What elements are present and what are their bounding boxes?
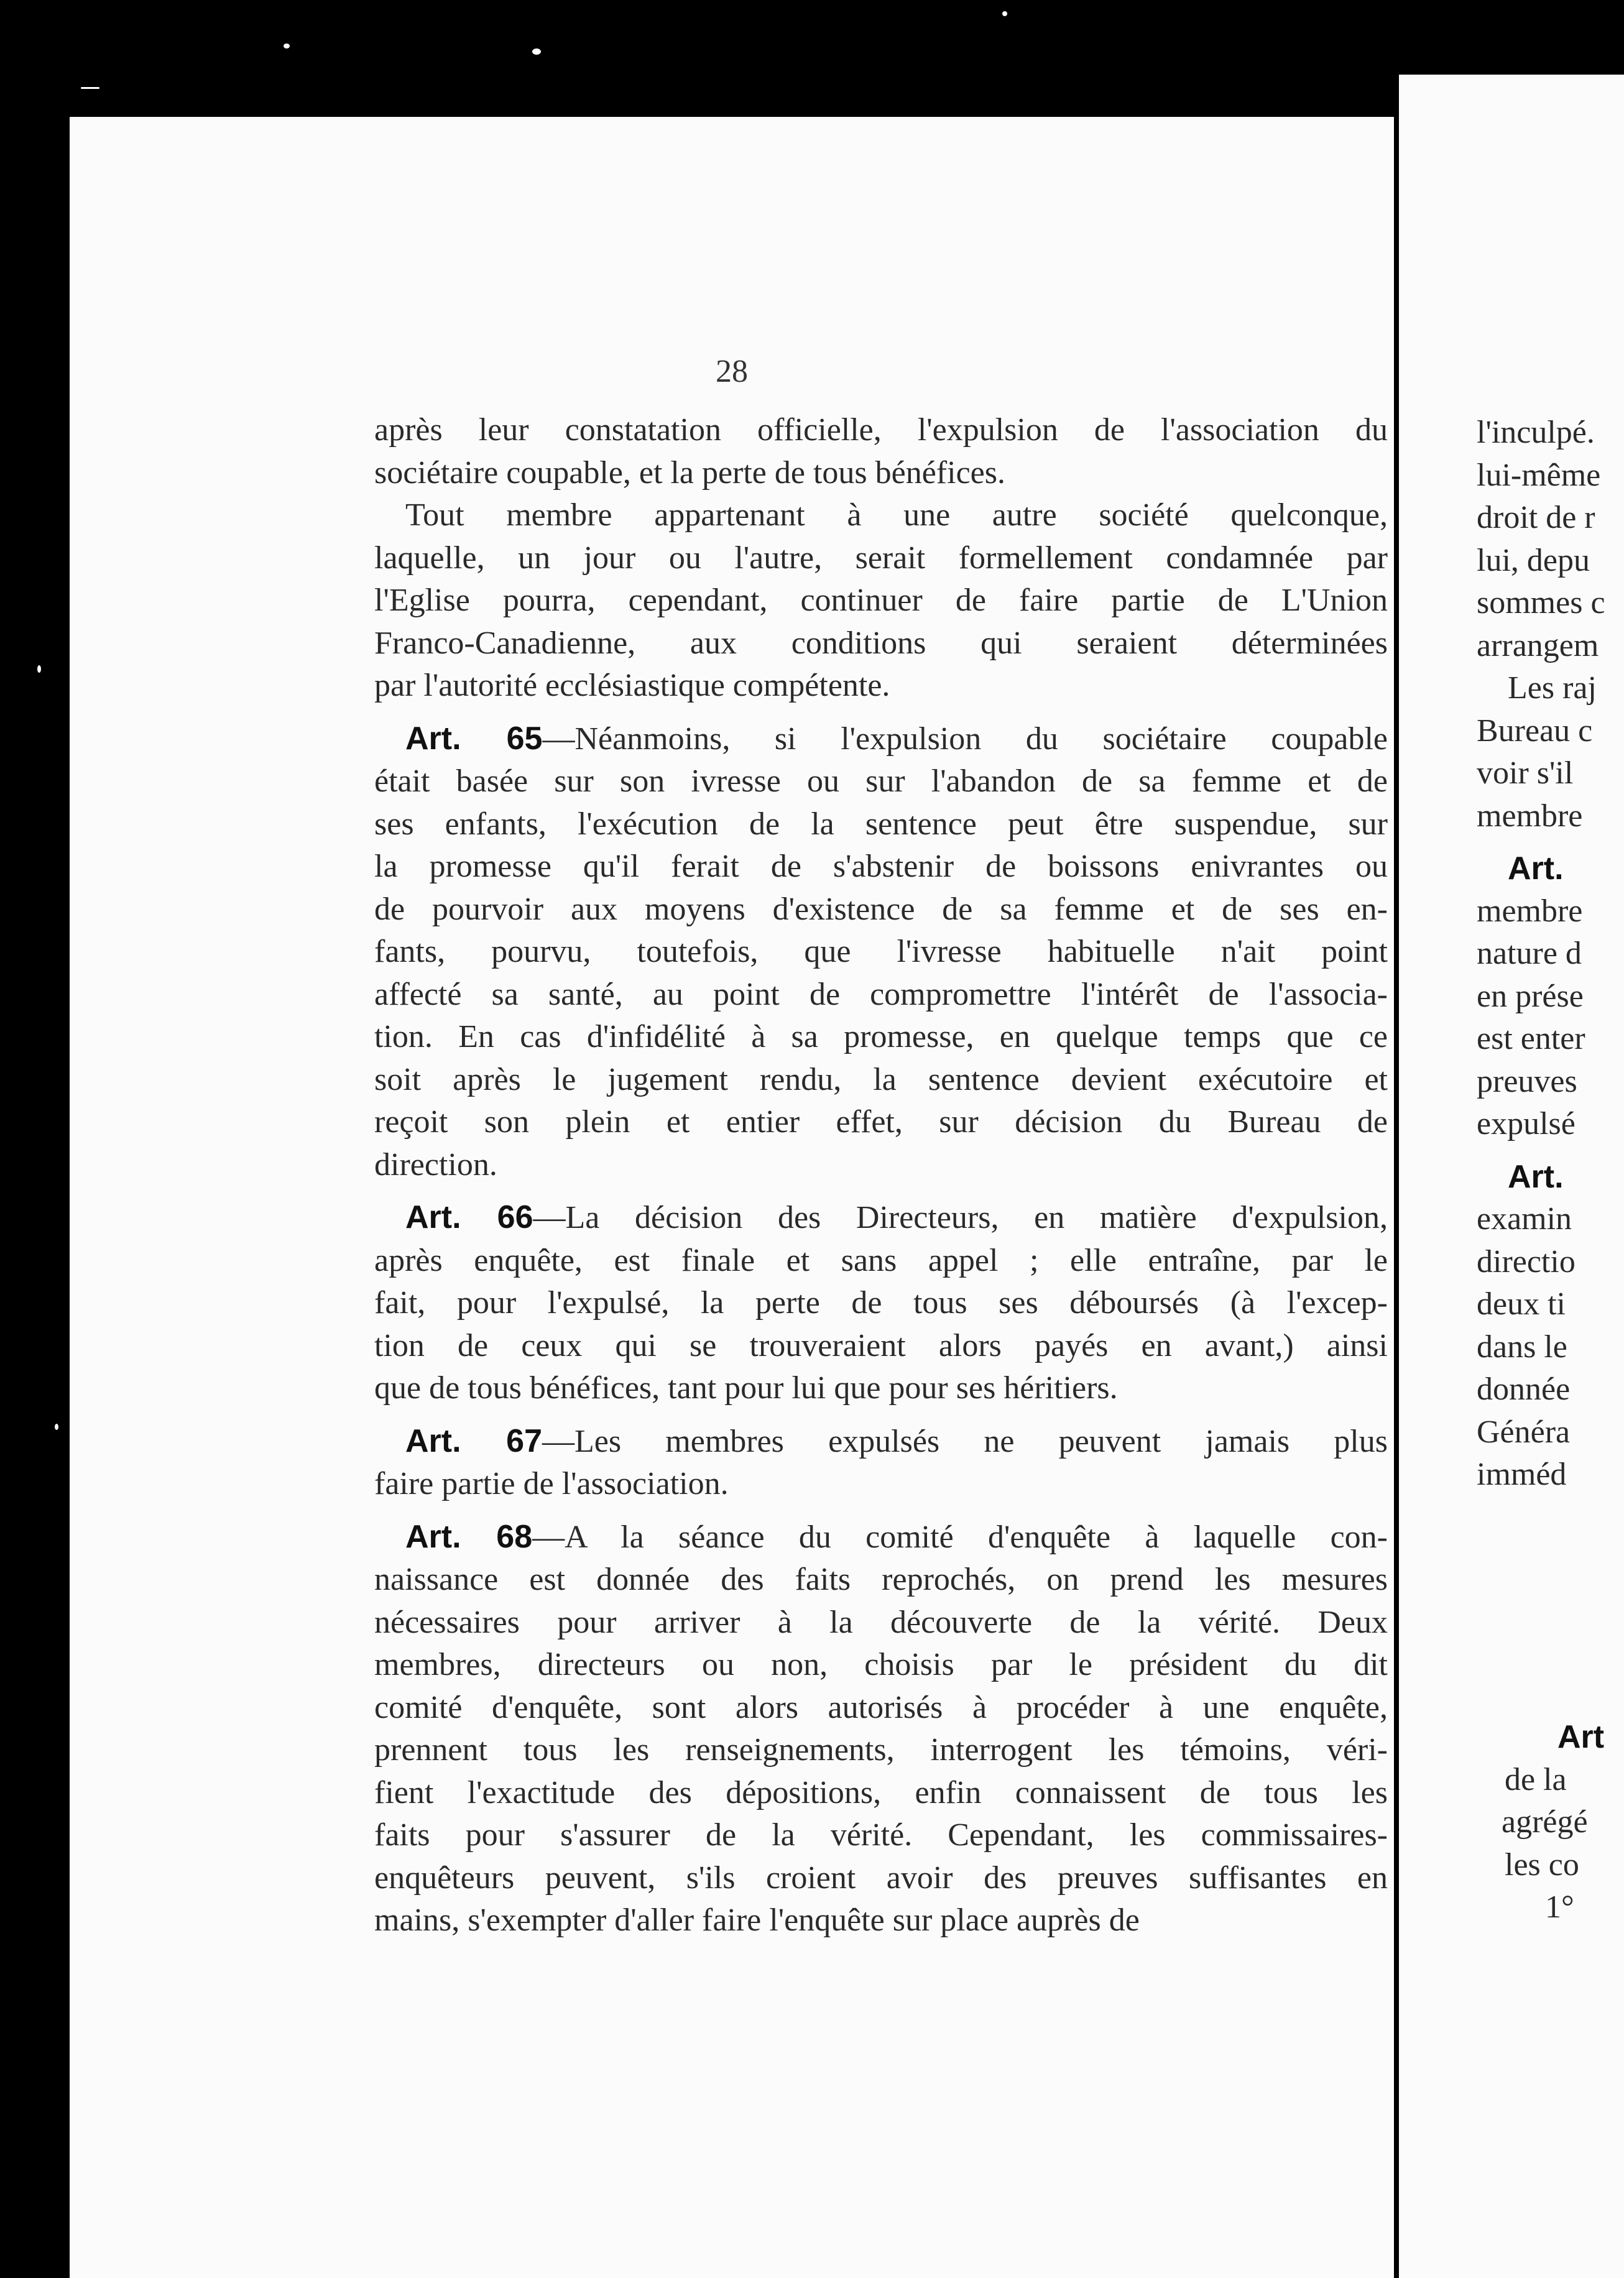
right-text-line: en prése xyxy=(1477,978,1584,1014)
right-text-line: lui-même xyxy=(1477,457,1601,493)
article-label: Art. 66 xyxy=(405,1199,533,1235)
line-text: fants, pourvu, toutefois, que l'ivresse habituelle n'ait point xyxy=(374,934,1388,969)
text-line xyxy=(374,846,1388,888)
article-label: Art. 67 xyxy=(405,1423,543,1459)
line-text: fient l'exactitude des dépositions, enfin connaissent de tous les xyxy=(374,1774,1388,1810)
right-text-line: l'inculpé. xyxy=(1477,415,1595,450)
right-text-line: membre xyxy=(1477,798,1583,834)
text-line xyxy=(374,579,1388,622)
text-line xyxy=(374,409,1388,452)
line-text: —A la séance du comité d'enquête à laquelle con- xyxy=(532,1519,1388,1555)
line-text: était basée sur son ivresse ou sur l'abandon de sa femme et de xyxy=(374,763,1388,799)
line-text: tion de ceux qui se trouveraient alors payés en avant,) ainsi xyxy=(374,1327,1388,1363)
text-line xyxy=(374,537,1388,580)
text-line xyxy=(374,1240,1388,1283)
text-line xyxy=(374,1772,1388,1815)
right-text-line: sommes c xyxy=(1477,585,1605,620)
text-line xyxy=(374,1559,1388,1602)
line-text: prennent tous les renseignements, interrogent les témoins, véri- xyxy=(374,1732,1388,1768)
text-line xyxy=(374,1420,1388,1464)
right-text-line: membre xyxy=(1477,893,1583,929)
right-text-line: Généra xyxy=(1477,1414,1571,1450)
text-line xyxy=(374,803,1388,846)
right-text-line: Les raj xyxy=(1508,670,1597,706)
right-text-line: voir s'il xyxy=(1477,755,1574,791)
text-line xyxy=(374,1101,1388,1144)
text-line xyxy=(374,1857,1388,1900)
line-text: de pourvoir aux moyens d'existence de sa femme et de ses en- xyxy=(374,891,1388,927)
text-line xyxy=(374,1016,1388,1059)
line-text: nécessaires pour arriver à la découverte de la vérité. Deux xyxy=(374,1604,1388,1640)
line-text: reçoit son plein et entier effet, sur décision du Bureau de xyxy=(374,1104,1388,1140)
text-line xyxy=(374,1814,1388,1857)
right-text-line: Art. xyxy=(1508,1158,1564,1195)
right-text-line: de la xyxy=(1505,1761,1567,1797)
right-page-fragment xyxy=(1399,75,1624,2278)
right-text-line: preuves xyxy=(1477,1063,1577,1099)
line-text: faits pour s'assurer de la vérité. Cependant, les commissaires- xyxy=(374,1817,1388,1853)
body-text xyxy=(374,409,1388,1942)
paragraph-gap xyxy=(1477,837,1624,847)
line-text: que de tous bénéfices, tant pour lui que pour ses héritiers. xyxy=(374,1370,1118,1406)
text-line xyxy=(374,1729,1388,1772)
line-text: —Néanmoins, si l'expulsion du sociétaire coupable xyxy=(542,721,1388,757)
scan-speck xyxy=(284,44,290,48)
right-text-line: expulsé xyxy=(1477,1106,1576,1141)
line-text: —Les membres expulsés ne peuvent jamais plus xyxy=(542,1423,1388,1459)
left-page xyxy=(70,117,1394,2278)
right-text-line: lui, depu xyxy=(1477,542,1590,578)
scan-speck xyxy=(81,87,99,89)
page-number: 28 xyxy=(716,354,748,389)
line-text: Tout membre appartenant à une autre société quelconque, xyxy=(405,497,1388,533)
line-text: tion. En cas d'infidélité à sa promesse, en quelque temps que ce xyxy=(374,1019,1388,1054)
text-line xyxy=(374,1463,1388,1506)
right-text-line: directio xyxy=(1477,1243,1576,1280)
line-text: laquelle, un jour ou l'autre, serait formellement condamnée par xyxy=(374,540,1388,576)
text-line xyxy=(374,1059,1388,1102)
scan-speck xyxy=(532,48,541,55)
line-text: Franco-Canadienne, aux conditions qui seraient déterminées xyxy=(374,625,1388,661)
line-text: fait, pour l'expulsé, la perte de tous ses déboursés (à l'excep- xyxy=(374,1285,1388,1321)
line-text: affecté sa santé, au point de compromettre l'intérêt de l'associa- xyxy=(374,976,1388,1012)
text-line xyxy=(374,1602,1388,1644)
text-line xyxy=(374,452,1388,495)
line-text: mains, s'exempter d'aller faire l'enquête sur place auprès de xyxy=(374,1902,1140,1938)
right-text-line: deux ti xyxy=(1477,1286,1566,1322)
line-text: enquêteurs peuvent, s'ils croient avoir des preuves suffisantes en xyxy=(374,1860,1388,1896)
scan-speck xyxy=(1002,11,1007,16)
paragraph-gap xyxy=(374,1506,1388,1516)
text-line xyxy=(374,760,1388,803)
line-text: ses enfants, l'exécution de la sentence peut être suspendue, sur xyxy=(374,806,1388,842)
line-text: sociétaire coupable, et la perte de tous bénéfices. xyxy=(374,454,1005,491)
right-text-line: nature d xyxy=(1477,936,1582,971)
line-text: après leur constatation officielle, l'expulsion de l'association du xyxy=(374,412,1388,448)
text-line xyxy=(374,717,1388,761)
right-text-line: Art xyxy=(1557,1719,1605,1755)
right-text-line: arrangem xyxy=(1477,627,1599,663)
paragraph-gap xyxy=(374,1186,1388,1196)
text-line xyxy=(374,1325,1388,1368)
right-text-line: donnée xyxy=(1477,1372,1571,1407)
paragraph-gap xyxy=(374,708,1388,717)
text-line xyxy=(374,622,1388,665)
line-text: l'Eglise pourra, cependant, continuer de faire partie de L'Union xyxy=(374,583,1388,618)
right-text-line: 1° xyxy=(1545,1889,1574,1925)
text-line xyxy=(374,931,1388,974)
right-text-line: dans le xyxy=(1477,1329,1567,1365)
text-line xyxy=(374,888,1388,931)
line-text: soit après le jugement rendu, la sentence devient exécutoire et xyxy=(374,1061,1388,1097)
text-line xyxy=(374,1196,1388,1240)
text-line xyxy=(374,1687,1388,1730)
scan-speck xyxy=(37,665,41,673)
paragraph-gap xyxy=(1477,1146,1624,1156)
right-text-line: examin xyxy=(1477,1201,1572,1237)
text-line xyxy=(374,1282,1388,1325)
line-text: comité d'enquête, sont alors autorisés à procéder à une enquête, xyxy=(374,1689,1388,1725)
right-text-line: droit de r xyxy=(1477,500,1595,535)
article-label: Art. 68 xyxy=(405,1518,533,1555)
right-text-line: est enter xyxy=(1477,1021,1585,1056)
line-text: —La décision des Directeurs, en matière d'expulsion, xyxy=(533,1200,1388,1235)
line-text: après enquête, est finale et sans appel ; elle entraîne, par le xyxy=(374,1242,1388,1278)
line-text: direction. xyxy=(374,1146,497,1183)
line-text: membres, directeurs ou non, choisis par le président du dit xyxy=(374,1647,1388,1682)
text-line xyxy=(374,494,1388,537)
text-line xyxy=(374,1899,1388,1942)
text-line xyxy=(374,1367,1388,1410)
right-text-line: agrégé xyxy=(1502,1804,1588,1840)
right-page-lower-text xyxy=(1477,1716,1624,1929)
line-text: par l'autorité ecclésiastique compétente. xyxy=(374,668,890,703)
text-line xyxy=(374,1144,1388,1187)
scan-speck xyxy=(55,1424,58,1430)
line-text: faire partie de l'association. xyxy=(374,1466,729,1501)
right-text-line: les co xyxy=(1505,1847,1579,1883)
right-page-text xyxy=(1477,412,1624,1496)
paragraph-gap xyxy=(374,1410,1388,1420)
text-line xyxy=(374,1516,1388,1559)
right-text-line: imméd xyxy=(1477,1457,1567,1492)
article-label: Art. 65 xyxy=(405,720,543,757)
text-line xyxy=(374,1644,1388,1687)
text-line xyxy=(374,665,1388,708)
text-line xyxy=(374,974,1388,1017)
right-text-line: Art. xyxy=(1508,851,1564,887)
right-text-line: Bureau c xyxy=(1477,712,1593,749)
line-text: naissance est donnée des faits reprochés, on prend les mesures xyxy=(374,1562,1388,1597)
line-text: la promesse qu'il ferait de s'abstenir de boissons enivrantes ou xyxy=(374,849,1388,884)
